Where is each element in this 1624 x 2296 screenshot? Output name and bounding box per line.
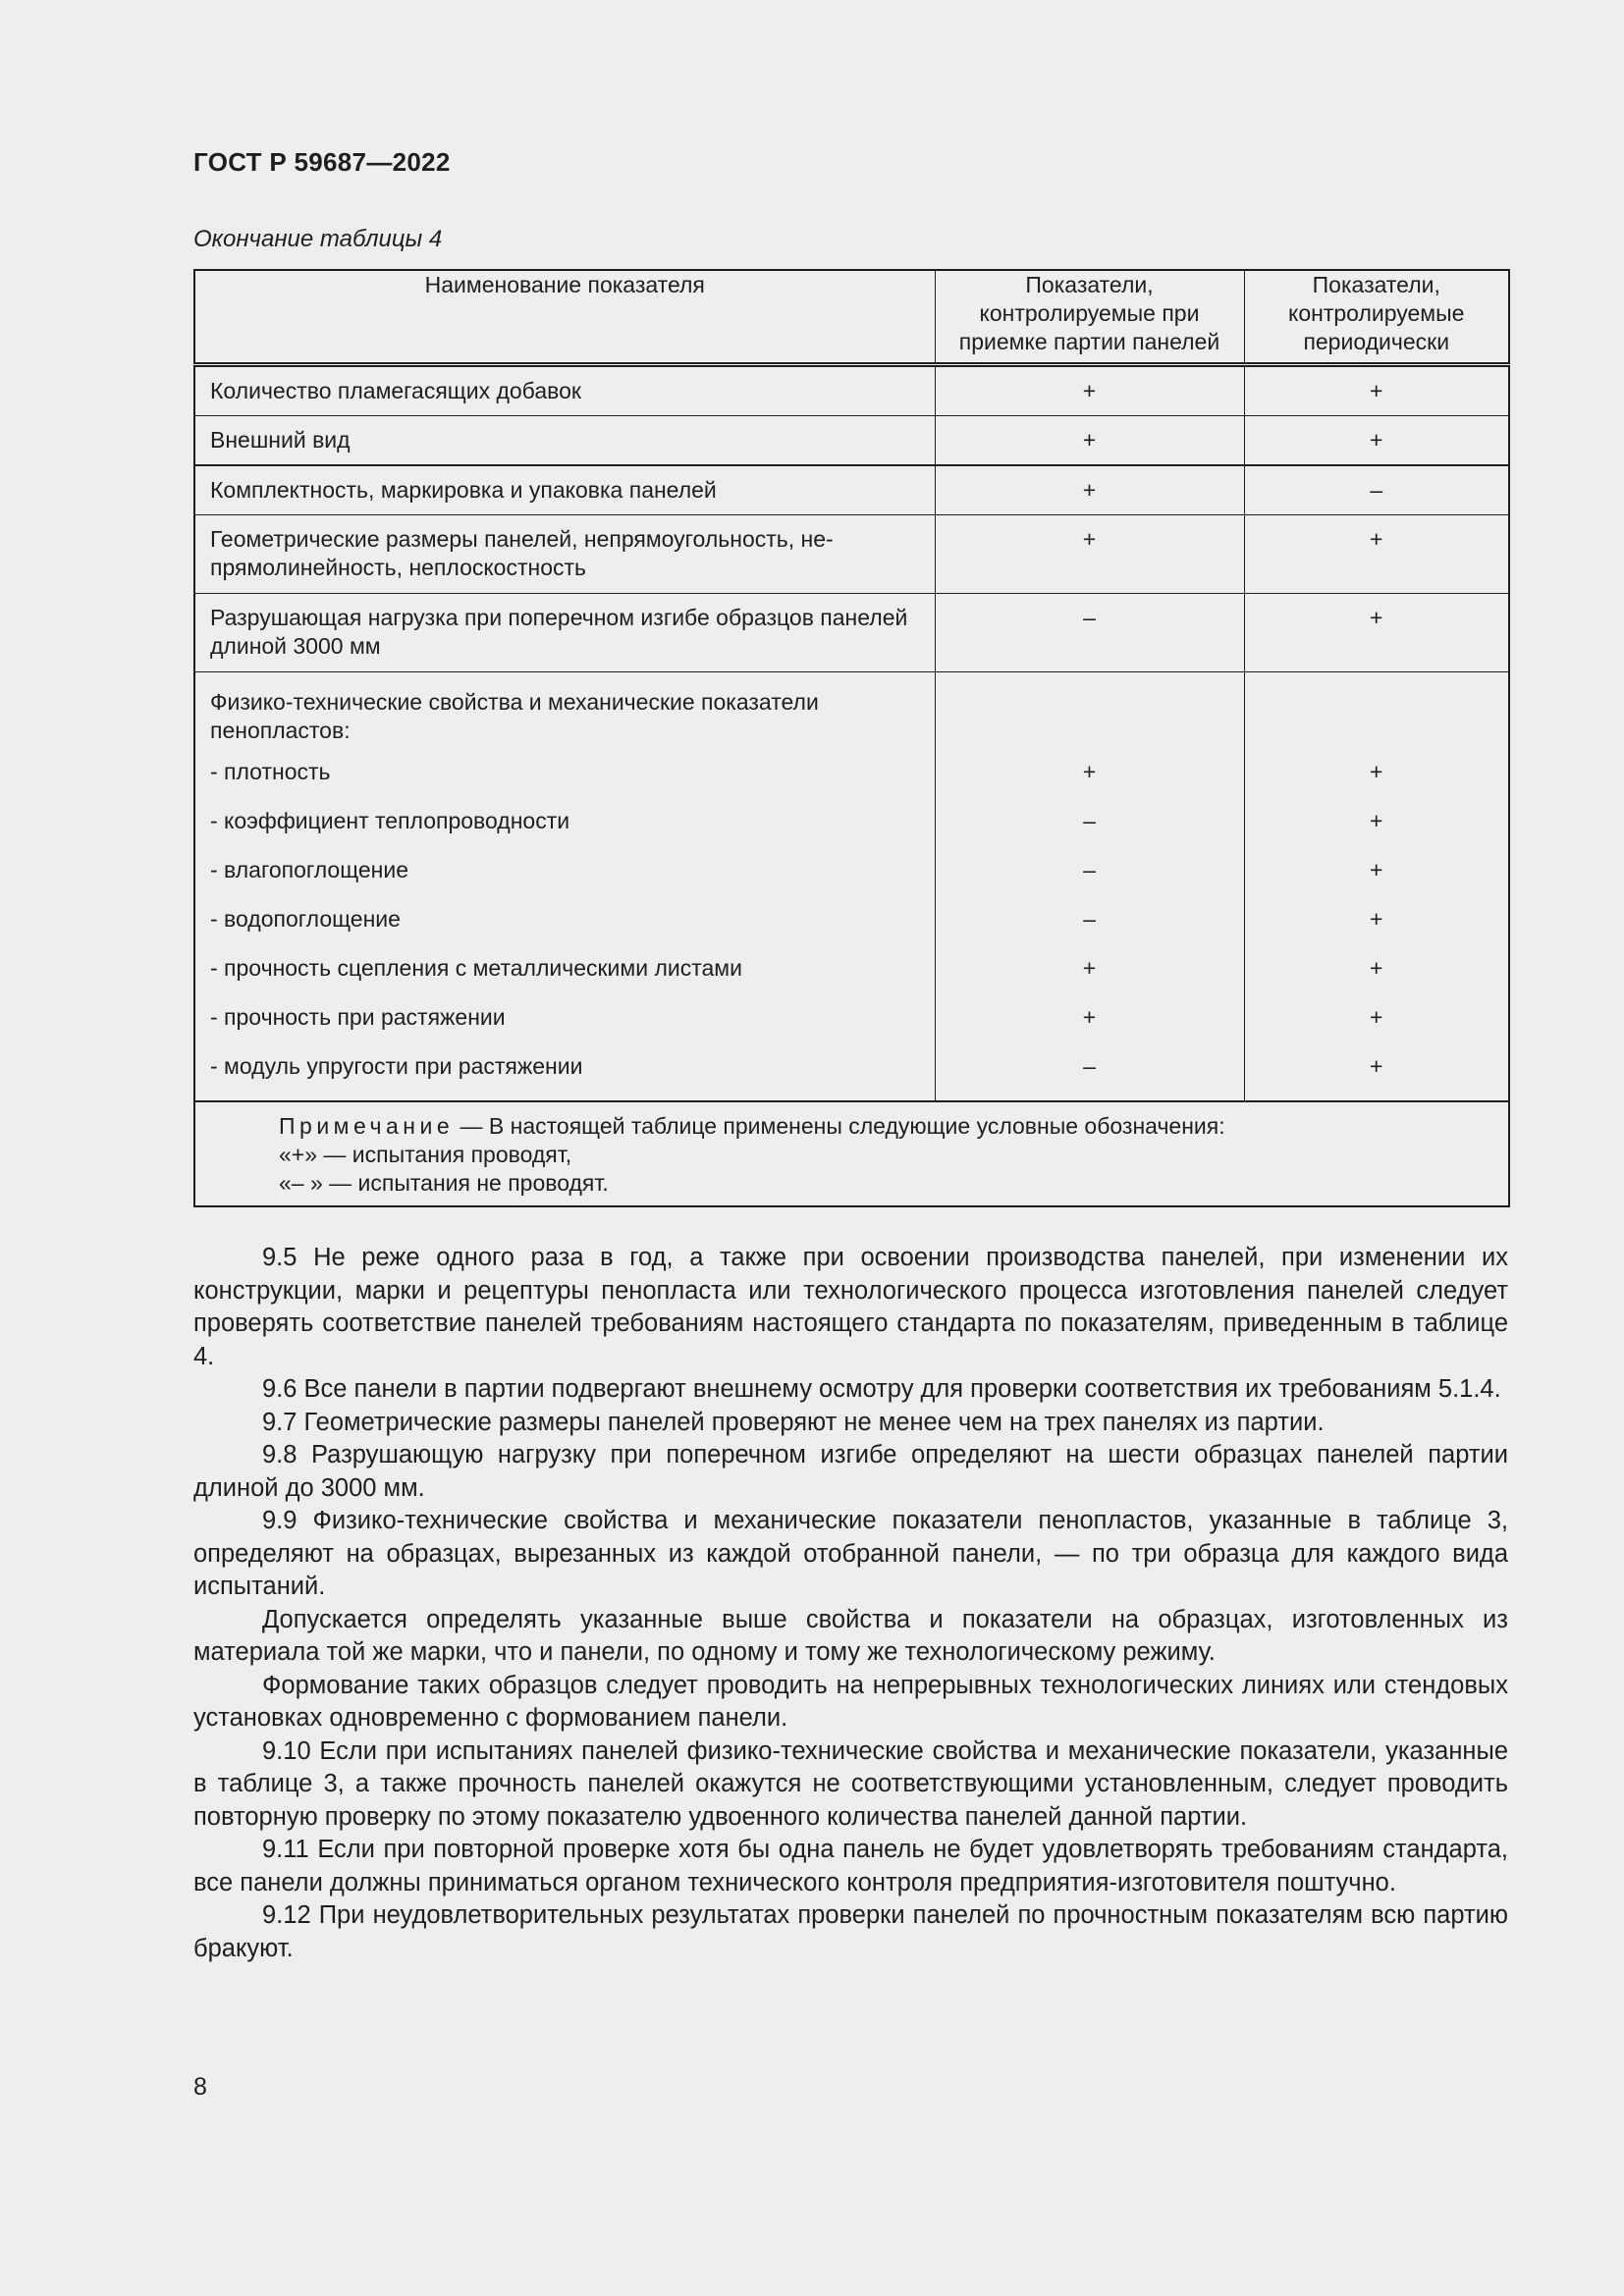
paragraph: Формование таких образцов следует проводить на непрерывных технологических линиях или стендовых установках одновременно с формованием панели. xyxy=(193,1671,1508,1732)
group-item-batch: – xyxy=(1083,1053,1096,1079)
row-name-cell: Внешний вид xyxy=(194,416,935,466)
group-item-name: - коэффициент теплопроводности xyxy=(210,808,570,833)
group-title: Физико-технические свойства и механические показатели пенопластов: xyxy=(210,689,819,743)
column-header-periodic: Показатели, контролируемые периодически xyxy=(1244,270,1509,365)
row-name-cell: Комплектность, маркировка и упаковка панелей xyxy=(194,465,935,515)
table-caption: Окончание таблицы 4 xyxy=(193,226,443,252)
paragraph: 9.6 Все панели в партии подвергают внешнему осмотру для проверки соответствия их требованиям 5.1.4. xyxy=(262,1375,1501,1403)
table-header-row xyxy=(194,270,1509,365)
group-item-batch: + xyxy=(1082,1004,1097,1030)
row-periodic-cell: + xyxy=(1244,416,1509,466)
group-item-batch: – xyxy=(1083,808,1096,833)
row-name-cell: Геометрические размеры панелей, непрямоугольность, не-прямолинейность, неплоскостность xyxy=(194,515,935,594)
table-row xyxy=(194,365,1509,416)
row-batch-cell: – xyxy=(935,594,1244,672)
table-note-row xyxy=(194,1101,1509,1206)
table-row xyxy=(194,465,1509,515)
group-item-batch: – xyxy=(1083,857,1096,882)
row-periodic-cell: + xyxy=(1244,594,1509,672)
paragraph: 9.9 Физико-технические свойства и механические показатели пенопластов, указанные в таблице 3, определяют на образцах, вырезанных из каждой отобранной панели, — по три образца для каждого вида испытаний. xyxy=(193,1507,1508,1600)
group-item-periodic: + xyxy=(1370,906,1383,932)
document-header: ГОСТ Р 59687—2022 xyxy=(193,147,451,177)
group-item-periodic: + xyxy=(1370,1053,1383,1079)
group-item-name: - плотность xyxy=(210,759,331,784)
group-item-name: - прочность сцепления с металлическими листами xyxy=(210,955,742,981)
group-item-periodic: + xyxy=(1370,759,1383,784)
group-batch-cell xyxy=(935,672,1244,1102)
paragraph: 9.11 Если при повторной проверке хотя бы одна панель не будет удовлетворять требованиям стандарта, все панели должны приниматься органом технического контроля предприятия-изготовителя поштучно. xyxy=(193,1836,1508,1896)
table-row xyxy=(194,515,1509,594)
group-item-name: - водопоглощение xyxy=(210,906,401,932)
table-row xyxy=(194,594,1509,672)
body-text xyxy=(193,1242,1508,1965)
row-name-cell: Разрушающая нагрузка при поперечном изгибе образцов панелей длиной 3000 мм xyxy=(194,594,935,672)
group-item-periodic: + xyxy=(1370,808,1383,833)
column-header-name: Наименование показателя xyxy=(194,270,935,365)
column-header-batch: Показатели, контролируемые при приемке партии панелей xyxy=(935,270,1244,365)
note-label: Примечание xyxy=(279,1113,455,1139)
row-name-cell: Количество пламегасящих добавок xyxy=(194,365,935,416)
group-item-name: - модуль упругости при растяжении xyxy=(210,1053,583,1079)
group-item-periodic: + xyxy=(1370,955,1383,981)
indicators-table xyxy=(193,269,1510,1207)
group-name-cell xyxy=(194,672,935,1102)
table-note xyxy=(194,1101,1509,1206)
note-first-line xyxy=(279,1112,1494,1141)
row-batch-cell: + xyxy=(935,416,1244,466)
group-periodic-cell xyxy=(1244,672,1509,1102)
paragraph: 9.7 Геометрические размеры панелей проверяют не менее чем на трех панелях из партии. xyxy=(262,1408,1325,1436)
page-number: 8 xyxy=(193,2073,207,2101)
paragraph: 9.5 Не реже одного раза в год, а также при освоении производства панелей, при изменении их конструкции, марки и рецептуры пенопласта или технологического процесса изготовления панелей следует проверять соответствие панелей требованиям настоящего стандарта по показателям, приведенным в таблице 4. xyxy=(193,1244,1508,1370)
group-item-batch: + xyxy=(1082,759,1097,784)
group-item-name: - влагопоглощение xyxy=(210,857,409,882)
paragraph: Допускается определять указанные выше свойства и показатели на образцах, изготовленных из материала той же марки, что и панели, по одному и тому же технологическому режиму. xyxy=(193,1605,1508,1666)
group-item-batch: – xyxy=(1083,906,1096,932)
row-batch-cell: + xyxy=(935,365,1244,416)
row-periodic-cell: + xyxy=(1244,365,1509,416)
group-item-batch: + xyxy=(1082,955,1097,981)
paragraph: 9.10 Если при испытаниях панелей физико-технические свойства и механические показатели, указанные в таблице 3, а также прочность панелей окажутся не соответствующими установленным, следует проводить повторную проверку по этому показателю удвоенного количества панелей данной партии. xyxy=(193,1736,1508,1831)
table-row xyxy=(194,416,1509,466)
row-periodic-cell: – xyxy=(1244,465,1509,515)
note-line: «– » — испытания не проводят. xyxy=(279,1170,609,1196)
row-batch-cell: + xyxy=(935,515,1244,594)
paragraph: 9.8 Разрушающую нагрузку при поперечном изгибе определяют на шести образцах панелей партии длиной до 3000 мм. xyxy=(193,1441,1508,1502)
note-text: — В настоящей таблице применены следующие условные обозначения: xyxy=(454,1113,1225,1139)
group-item-name: - прочность при растяжении xyxy=(210,1004,506,1030)
table-group-row xyxy=(194,672,1509,1102)
group-item-periodic: + xyxy=(1370,857,1383,882)
paragraph: 9.12 При неудовлетворительных результатах проверки панелей по прочностным показателям всю партию бракуют. xyxy=(193,1901,1508,1962)
row-periodic-cell: + xyxy=(1244,515,1509,594)
note-line: «+» — испытания проводят, xyxy=(279,1142,572,1167)
row-batch-cell: + xyxy=(935,465,1244,515)
group-item-periodic: + xyxy=(1370,1004,1383,1030)
